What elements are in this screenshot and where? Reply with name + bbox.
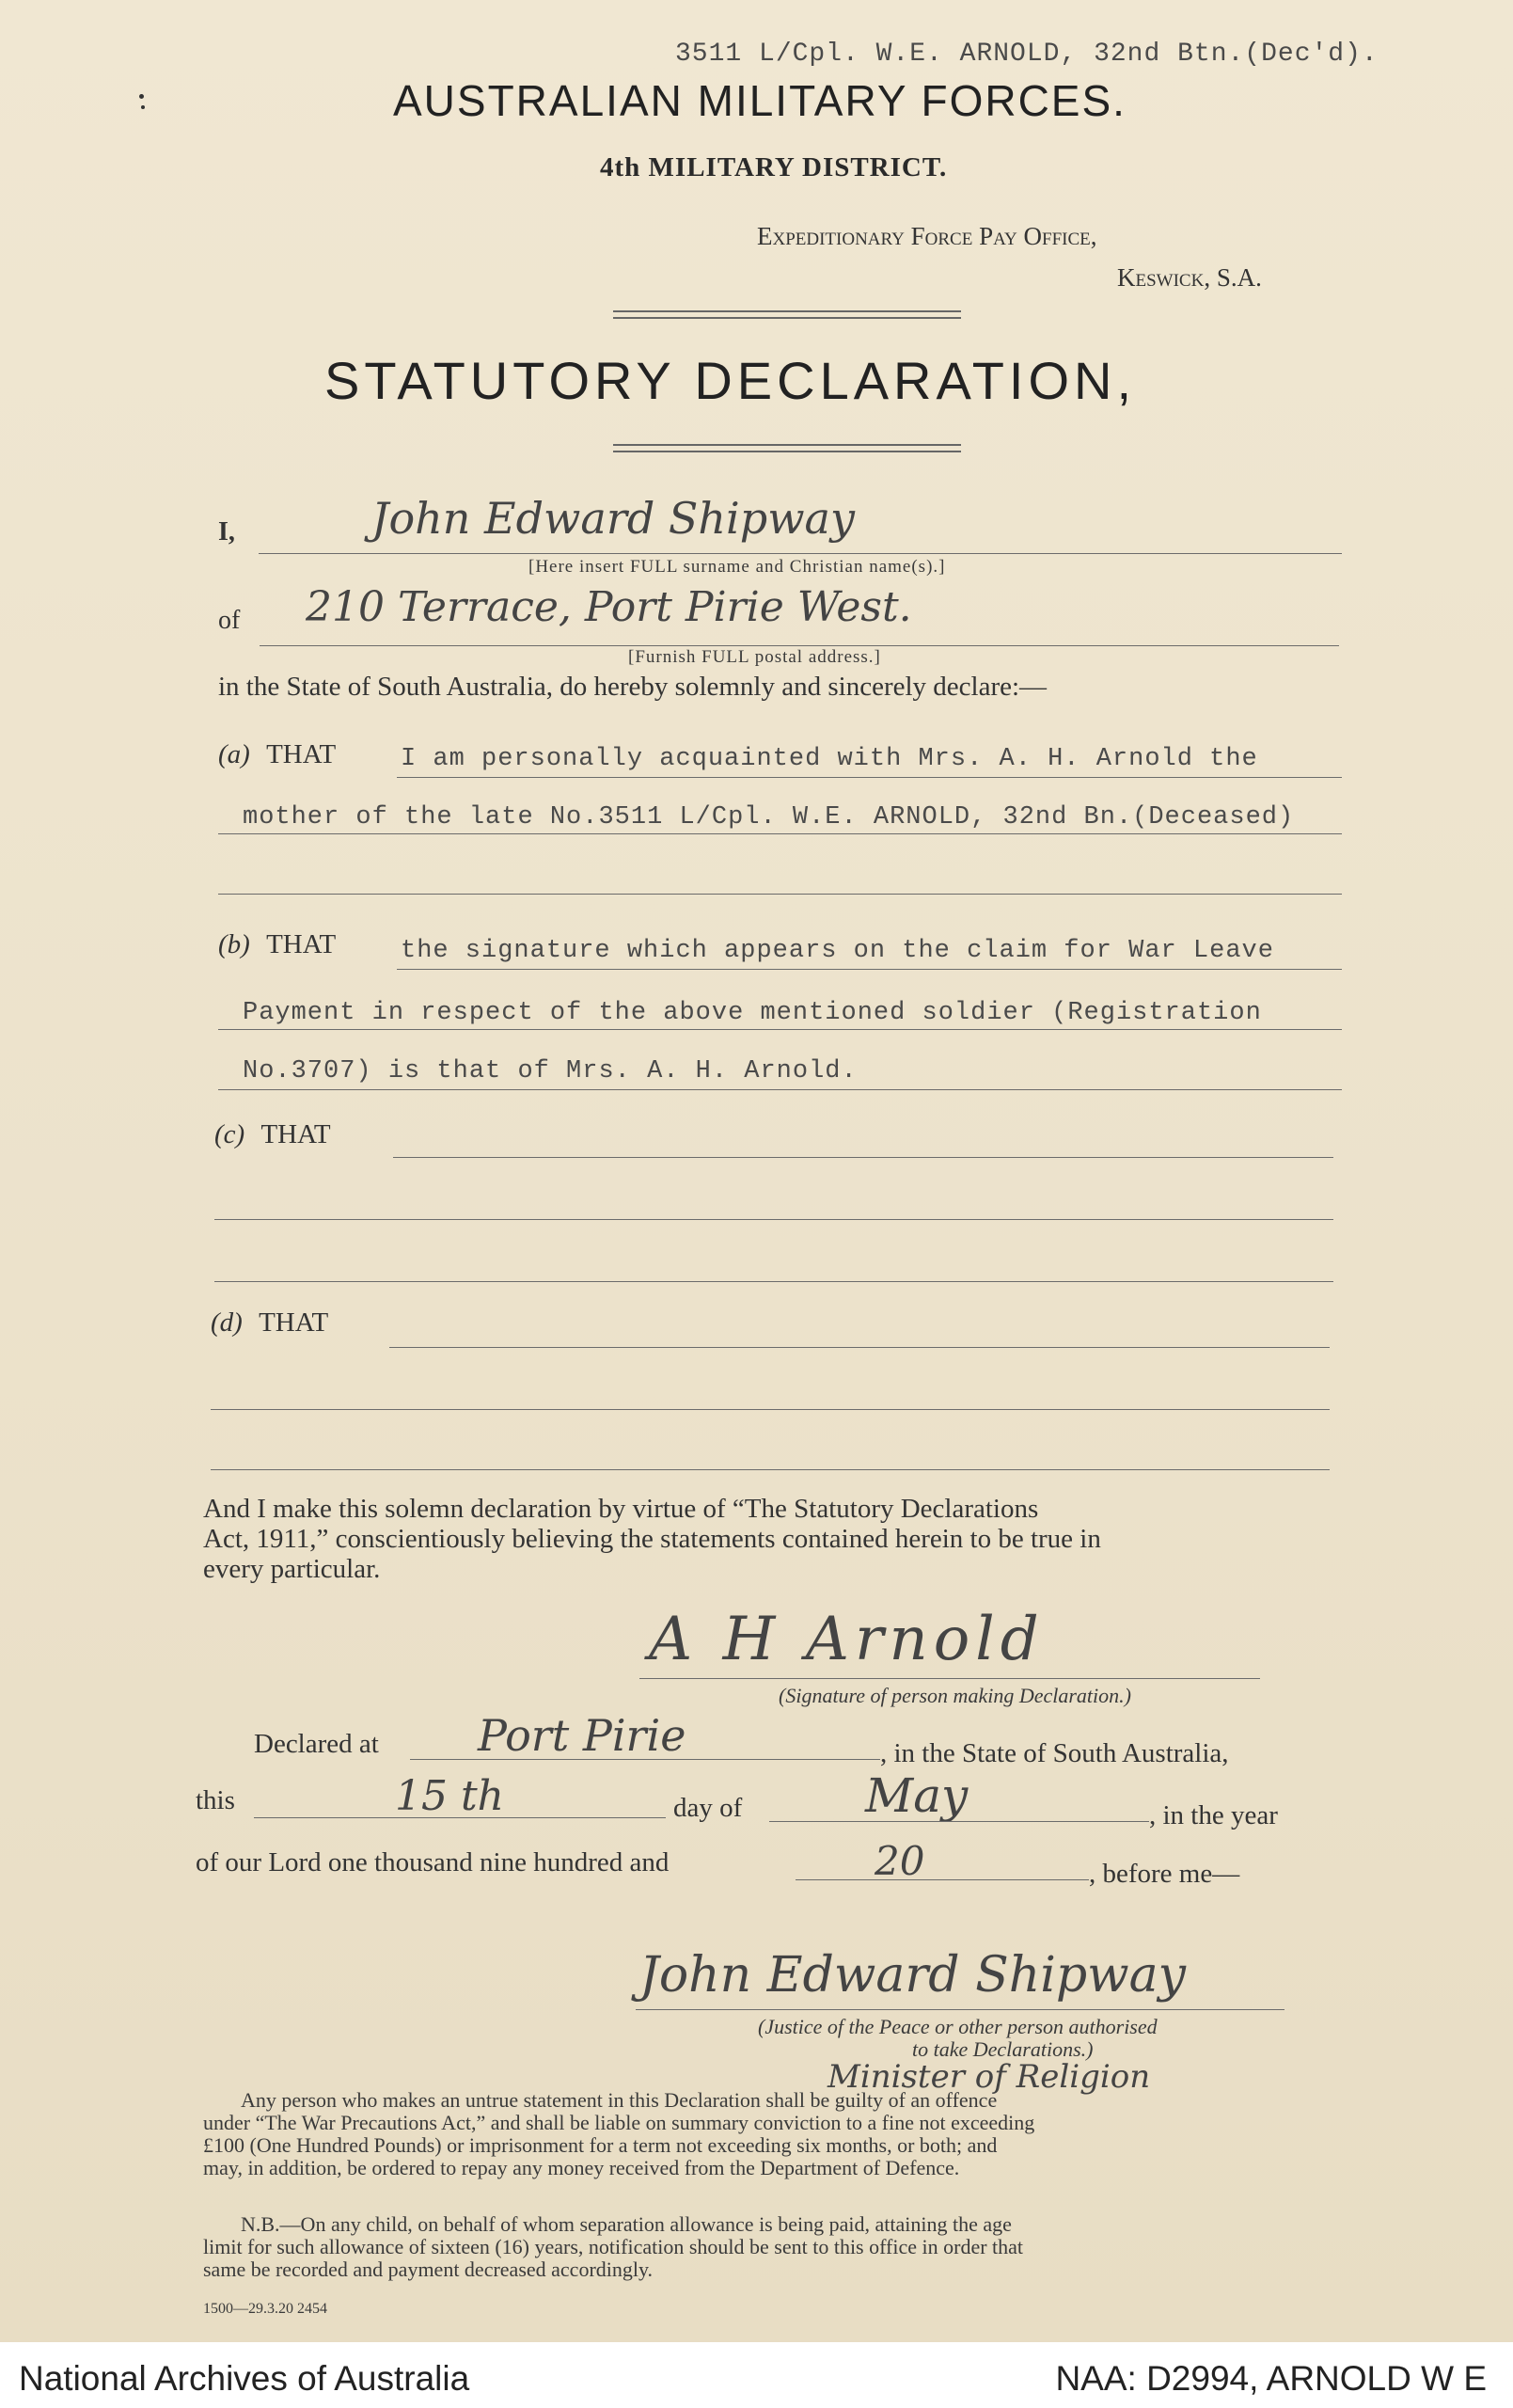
clause-b-that: THAT <box>266 929 337 959</box>
clause-b-text-3: No.3707) is that of Mrs. A. H. Arnold. <box>243 1057 858 1085</box>
nb-line-3: same be recorded and payment decreased accordingly. <box>203 2258 654 2281</box>
print-code: 1500—29.3.20 2454 <box>203 2301 327 2317</box>
clause-c-line-2 <box>214 1219 1333 1220</box>
witness-caption-2: to take Declarations.) <box>912 2037 1094 2061</box>
nb-line-1: N.B.—On any child, on behalf of whom separation allowance is being paid, attaining the age <box>241 2212 1012 2236</box>
signature-caption: (Signature of person making Declaration.) <box>779 1684 1131 1707</box>
title-rule-bottom <box>613 444 961 452</box>
declared-place: Port Pirie <box>478 1710 686 1761</box>
clause-b-line-2 <box>218 1029 1342 1030</box>
clause-d-letter: (d) <box>211 1307 243 1338</box>
warning-line-2: under “The War Precautions Act,” and shall be liable on summary conviction to a fine not exceeding <box>203 2111 1035 2134</box>
declarant-signature: A H Arnold <box>649 1605 1045 1674</box>
solemn-text-1: And I make this solemn declaration by virtue of “The Statutory Declarations <box>203 1494 1039 1524</box>
warning-line-4: may, in addition, be ordered to repay any money received from the Department of Defence. <box>203 2156 960 2179</box>
state-declaration-line: in the State of South Australia, do hereby solemnly and sincerely declare:— <box>218 672 1048 702</box>
clause-b-line-3 <box>218 1089 1342 1090</box>
declarant-name-line <box>259 553 1342 554</box>
declared-month: May <box>865 1768 969 1823</box>
declarant-address-hint: [Furnish FULL postal address.] <box>628 647 881 667</box>
clause-b-letter: (b) <box>218 929 250 959</box>
clause-a-line-2 <box>218 833 1342 834</box>
paper-speckle <box>139 94 144 99</box>
clause-b-text-2: Payment in respect of the above mentioned soldier (Registration <box>243 999 1262 1027</box>
witness-caption-1: (Justice of the Peace or other person authorised <box>758 2015 1158 2038</box>
warning-line-1: Any person who makes an untrue statement in this Declaration shall be guilty of an offence <box>241 2088 998 2112</box>
clause-d-that: THAT <box>259 1307 329 1338</box>
warning-line-3: £100 (One Hundred Pounds) or imprisonment for a term not exceeding six months, or both; and <box>203 2133 998 2157</box>
clause-d-line-2 <box>211 1409 1330 1410</box>
declared-place-line <box>410 1759 880 1760</box>
clause-b-text-1: the signature which appears on the claim for War Leave <box>401 937 1274 965</box>
clause-c-letter: (c) <box>214 1119 245 1149</box>
clause-d-label <box>211 1307 328 1339</box>
year-label: , in the year <box>1149 1800 1278 1830</box>
clause-c-line-3 <box>214 1281 1333 1282</box>
clause-a-line-1 <box>397 777 1342 778</box>
clause-d-line-3 <box>211 1469 1330 1470</box>
page-title: STATUTORY DECLARATION, <box>324 351 1137 410</box>
declared-month-line <box>769 1821 1149 1822</box>
this-label: this <box>196 1785 235 1815</box>
solemn-text-3: every particular. <box>203 1554 381 1584</box>
before-me-label: , before me— <box>1089 1859 1240 1889</box>
archive-name: National Archives of Australia <box>19 2359 470 2398</box>
clause-b-label <box>218 929 336 960</box>
declarant-name: John Edward Shipway <box>371 493 855 544</box>
file-reference: 3511 L/Cpl. W.E. ARNOLD, 32nd Btn.(Dec'd). <box>675 40 1379 69</box>
office-line-2: Keswick, S.A. <box>1117 263 1262 292</box>
clause-c-label <box>214 1119 331 1150</box>
lord-label: of our Lord one thousand nine hundred and <box>196 1847 670 1877</box>
declared-year-line <box>796 1879 1089 1880</box>
clause-a-label <box>218 739 336 770</box>
declarant-address: 210 Terrace, Port Pirie West. <box>306 583 912 631</box>
clause-a-line-3 <box>218 894 1342 895</box>
declarant-prefix: I, <box>218 517 235 547</box>
witness-signature-line <box>636 2009 1284 2010</box>
declarant-name-hint: [Here insert FULL surname and Christian name(s).] <box>528 557 946 577</box>
office-line-1: Expeditionary Force Pay Office, <box>757 222 1097 250</box>
address-prefix: of <box>218 606 241 635</box>
nb-line-2: limit for such allowance of sixteen (16) years, notification should be sent to this office in order that <box>203 2235 1024 2258</box>
signature-line <box>639 1678 1260 1679</box>
organisation-heading: AUSTRALIAN MILITARY FORCES. <box>393 76 1127 125</box>
declared-day-line <box>254 1817 666 1818</box>
clause-b-line-1 <box>397 969 1342 970</box>
declared-day: 15 th <box>395 1772 504 1820</box>
solemn-text-2: Act, 1911,” conscientiously believing the statements contained herein to be true in <box>203 1524 1101 1554</box>
title-rule-top <box>613 310 961 319</box>
declared-state-suffix: , in the State of South Australia, <box>880 1738 1229 1768</box>
clause-a-text-2: mother of the late No.3511 L/Cpl. W.E. ARNOLD, 32nd Bn.(Deceased) <box>243 803 1295 832</box>
clause-a-letter: (a) <box>218 739 250 769</box>
day-of-label: day of <box>673 1793 743 1823</box>
clause-d-line-1 <box>389 1347 1330 1348</box>
paper-speckle <box>141 105 145 109</box>
clause-c-line-1 <box>393 1157 1333 1158</box>
clause-a-text-1: I am personally acquainted with Mrs. A. H. Arnold the <box>401 745 1258 773</box>
witness-signature: John Edward Shipway <box>639 1947 1187 2004</box>
declared-at-label: Declared at <box>254 1729 379 1759</box>
declared-year: 20 <box>875 1838 925 1884</box>
witness-title: Minister of Religion <box>827 2058 1151 2096</box>
clause-c-that: THAT <box>260 1119 331 1149</box>
declarant-address-line <box>260 645 1339 646</box>
district-heading: 4th MILITARY DISTRICT. <box>600 152 948 182</box>
archive-reference: NAA: D2994, ARNOLD W E <box>1055 2359 1487 2398</box>
clause-a-that: THAT <box>266 739 337 769</box>
